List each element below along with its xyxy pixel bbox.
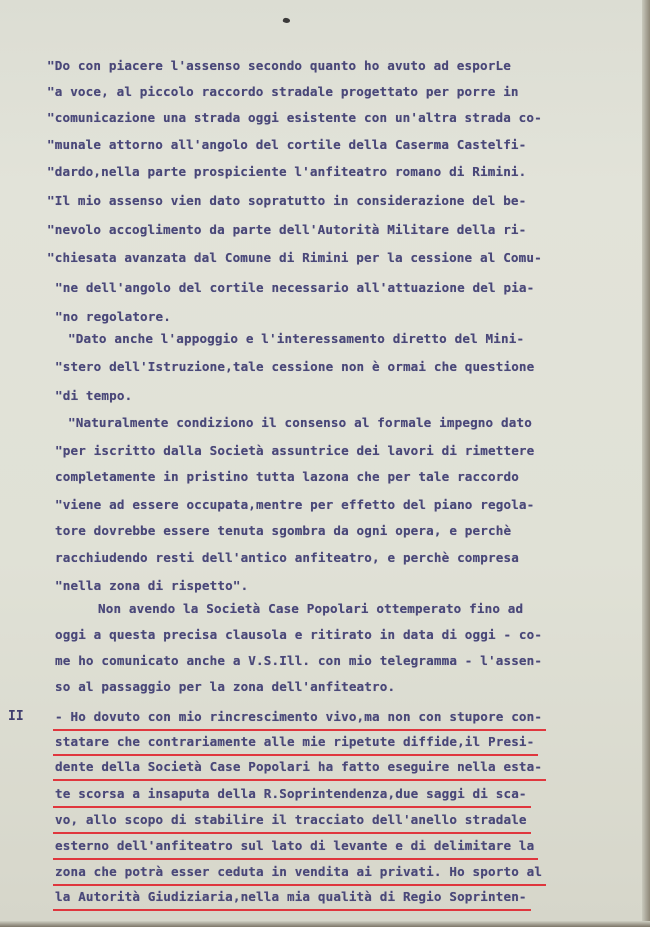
text-line: "munale attorno all'angolo del cortile della Caserma Castelfi- — [47, 137, 527, 152]
text-line: "a voce, al piccolo raccordo stradale progettato per porre in — [47, 84, 519, 99]
underlined-text-line: zona che potrà esser ceduta in vendita ai privati. Ho sporto al — [55, 864, 543, 879]
text-line: "comunicazione una strada oggi esistente con un'altra strada co- — [47, 110, 542, 125]
underlined-text-line: - Ho dovuto con mio rincrescimento vivo,ma non con stupore con- — [55, 709, 543, 724]
text-line: "dardo,nella parte prospiciente l'anfiteatro romano di Rimini. — [47, 164, 527, 179]
text-line: "chiesata avanzata dal Comune di Rimini per la cessione al Comu- — [47, 250, 542, 265]
underlined-text-line: dente della Società Case Popolari ha fatto eseguire nella esta- — [55, 759, 543, 774]
text-line: "ne dell'angolo del cortile necessario all'attuazione del pia- — [55, 280, 535, 295]
text-line: completamente in pristino tutta lazona che per tale raccordo — [55, 469, 519, 484]
text-line: "di tempo. — [55, 388, 133, 403]
text-line: "Dato anche l'appoggio e l'interessamento diretto del Mini- — [68, 331, 525, 346]
text-line: Non avendo la Società Case Popolari ottemperato fino ad — [98, 601, 524, 616]
text-line: oggi a questa precisa clausola e ritirato in data di oggi - co- — [55, 627, 543, 642]
text-line: "stero dell'Istruzione,tale cessione non è ormai che questione — [55, 359, 535, 374]
page-edge-bottom — [0, 921, 650, 927]
text-line: racchiudendo resti dell'antico anfiteatro, e perchè compresa — [55, 550, 519, 565]
text-line: "Il mio assenso vien dato sopratutto in considerazione del be- — [47, 193, 527, 208]
page-edge-right — [642, 0, 650, 927]
section-marker: II — [8, 709, 24, 724]
text-line: so al passaggio per la zona dell'anfiteatro. — [55, 679, 396, 694]
text-line: "Naturalmente condiziono il consenso al formale impegno dato — [68, 415, 532, 430]
underlined-text-line: esterno dell'anfiteatro sul lato di levante e di delimitare la — [55, 838, 535, 853]
underlined-text-line: vo, allo scopo di stabilire il tracciato dell'anello stradale — [55, 812, 527, 827]
text-line: "nevolo accoglimento da parte dell'Autorità Militare della ri- — [47, 222, 527, 237]
text-line: "viene ad essere occupata,mentre per effetto del piano regola- — [55, 497, 535, 512]
text-line: "no regolatore. — [55, 309, 171, 324]
text-line: me ho comunicato anche a V.S.Ill. con mio telegramma - l'assen- — [55, 653, 543, 668]
text-line: tore dovrebbe essere tenuta sgombra da ogni opera, e perchè — [55, 523, 512, 538]
underlined-text-line: te scorsa a insaputa della R.Soprintendenza,due saggi di sca- — [55, 786, 527, 801]
text-line: "nella zona di rispetto". — [55, 578, 249, 593]
text-line: "Do con piacere l'assenso secondo quanto ho avuto ad esporLe — [47, 58, 511, 73]
underlined-text-line: statare che contrariamente alle mie ripetute diffide,il Presi- — [55, 734, 535, 749]
underlined-text-line: la Autorità Giudiziaria,nella mia qualità di Regio Soprinten- — [55, 889, 527, 904]
text-line: "per iscritto dalla Società assuntrice dei lavori di rimettere — [55, 443, 535, 458]
